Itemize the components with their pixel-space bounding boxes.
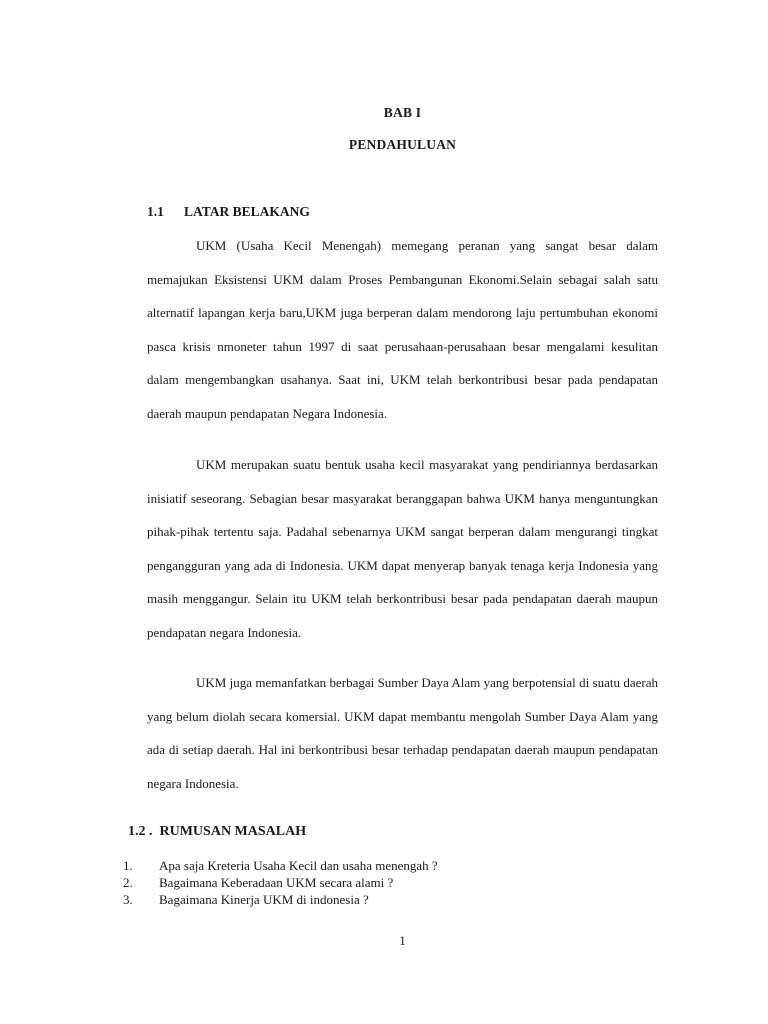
list-item-number: 1. [123, 858, 133, 873]
list-item [123, 857, 438, 874]
chapter-title: PENDAHULUAN [348, 137, 457, 152]
list-item-text: Bagaimana Kinerja UKM di indonesia ? [159, 892, 369, 907]
section-title: LATAR BELAKANG [184, 204, 310, 219]
question-list [123, 857, 438, 908]
list-item-number: 2. [123, 875, 133, 890]
section-number: 1.1 [147, 204, 164, 219]
chapter-label: BAB I [383, 105, 422, 120]
list-item [123, 891, 438, 908]
list-item-text: Bagaimana Keberadaan UKM secara alami ? [159, 875, 394, 890]
paragraph-2: UKM merupakan suatu bentuk usaha kecil masyarakat yang pendiriannya berdasarkan inisiatif seseorang. Sebagian besar masyarakat beranggapan bahwa UKM hanya menguntungkan pihak-pihak tertentu saja. Padahal sebenarnya UKM sangat berperan dalam mengurangi tingkat pengangguran yang ada di Indonesia. UKM dapat menyerap banyak tenaga kerja Indonesia yang masih menggangur. Selain itu UKM telah berkontribusi besar pada pendapatan daerah maupun pendapatan negara Indonesia. [147, 457, 658, 640]
list-item [123, 874, 438, 891]
list-item-number: 3. [123, 892, 133, 907]
list-item-text: Apa saja Kreteria Usaha Kecil dan usaha menengah ? [159, 858, 438, 873]
section-heading-rumusan-masalah: 1.2 . RUMUSAN MASALAH [128, 824, 307, 839]
paragraph-3: UKM juga memanfatkan berbagai Sumber Daya Alam yang berpotensial di suatu daerah yang belum diolah secara komersial. UKM dapat membantu mengolah Sumber Daya Alam yang ada di setiap daerah. Hal ini berkontribusi besar terhadap pendapatan daerah maupun pendapatan negara Indonesia. [147, 675, 658, 791]
paragraph-1: UKM (Usaha Kecil Menengah) memegang peranan yang sangat besar dalam memajukan Eksistensi UKM dalam Proses Pembangunan Ekonomi.Selain sebagai salah satu alternatif lapangan kerja baru,UKM juga berperan dalam mendorong laju pertumbuhan ekonomi pasca krisis nmoneter tahun 1997 di saat perusahaan-perusahaan besar mengalami kesulitan dalam mengembangkan usahanya. Saat ini, UKM telah berkontribusi besar pada pendapatan daerah maupun pendapatan Negara Indonesia. [147, 238, 658, 421]
section-heading-latar-belakang [147, 204, 310, 220]
page-number: 1 [399, 933, 406, 948]
